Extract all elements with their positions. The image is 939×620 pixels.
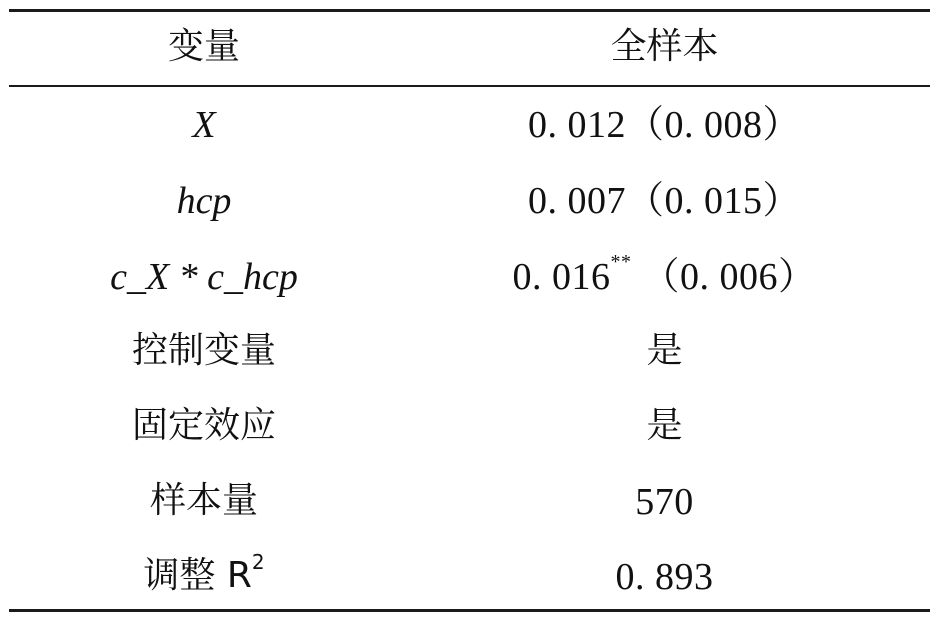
std-error: （0. 008）	[625, 104, 801, 146]
row-value-hcp	[399, 182, 930, 220]
row-value-sample-size: 570	[635, 481, 694, 523]
significance-stars: **	[610, 251, 632, 273]
header-full-sample: 全样本	[610, 26, 719, 67]
bottom-rule	[9, 609, 930, 612]
row-variable-sample-size: 样本量	[149, 480, 258, 521]
row-value-adj-r2: 0. 893	[615, 556, 714, 598]
header-variable: 变量	[167, 26, 240, 67]
row-value-interaction	[399, 251, 930, 298]
row-value-x	[399, 106, 930, 144]
adj-r2-superscript: 2	[251, 550, 265, 574]
top-rule	[9, 9, 930, 12]
row-variable-controls: 控制变量	[131, 330, 276, 371]
coef: 0. 007	[527, 180, 626, 222]
std-error: （0. 015）	[625, 180, 801, 222]
row-value-controls: 是	[646, 330, 683, 371]
row-variable-fixed-effects: 固定效应	[131, 405, 276, 446]
row-variable-hcp: hcp	[176, 180, 232, 222]
coef: 0. 016	[512, 256, 611, 298]
adj-r2-label: 调整 R	[143, 555, 252, 596]
row-value-fixed-effects: 是	[646, 405, 683, 446]
header-rule	[9, 85, 930, 87]
row-variable-x: X	[192, 104, 216, 146]
std-error: （0. 006）	[641, 256, 817, 298]
row-variable-interaction: c_X * c_hcp	[110, 256, 298, 298]
row-variable-adj-r2	[9, 550, 399, 596]
coef: 0. 012	[527, 104, 626, 146]
regression-table	[9, 0, 930, 620]
